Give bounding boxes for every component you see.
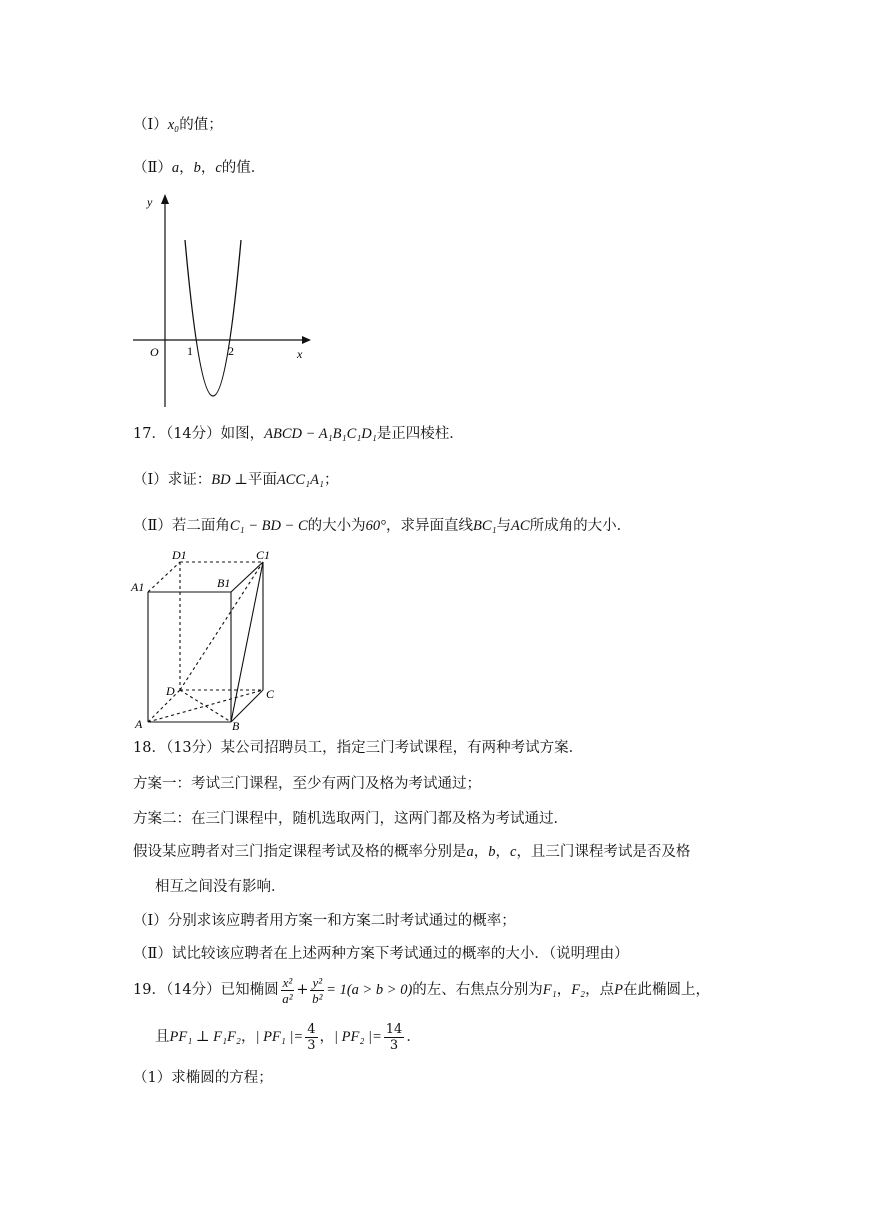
vertex-C: C — [266, 687, 275, 701]
q18-part1: （Ⅰ）分别求该应聘者用方案一和方案二时考试通过的概率； — [133, 913, 516, 929]
vertex-A: A — [135, 717, 143, 730]
tick-label-2: 2 — [228, 344, 234, 358]
q18-stem: 18．（13分）某公司招聘员工，指定三门考试课程，有两种考试方案． — [133, 740, 584, 756]
vertex-D: D — [166, 684, 175, 698]
vertex-B1: B1 — [217, 576, 231, 590]
q18-plan2: 方案二：在三门课程中，随机选取两门，这两门都及格为考试通过． — [133, 811, 568, 827]
q18-plan1: 方案一：考试三门课程，至少有两门及格为考试通过； — [133, 776, 481, 792]
tick-label-1: 1 — [187, 344, 193, 358]
x-axis-arrow-icon — [302, 336, 311, 344]
fraction-4-3: $\frac{4}{3}$ — [307, 1021, 316, 1053]
fraction-x2-a2: $\frac{\text{x²}}{\text{a²}}$ — [282, 974, 293, 1006]
parabola-curve — [185, 240, 241, 396]
vertex-A1: A1 — [131, 580, 145, 594]
parabola-graph — [125, 192, 325, 407]
q18-assume-line2: 相互之间没有影响． — [155, 879, 286, 895]
q18-assume: 假设某应聘者对三门指定课程考试及格的概率分别是a，b，c，且三门课程考试是否及格 — [133, 844, 691, 860]
q16-part2: （Ⅱ）a，b，c的值． — [133, 160, 266, 176]
q18-part2: （Ⅱ）试比较该应聘者在上述两种方案下考试通过的概率的大小．（说明理由） — [133, 946, 629, 962]
q17-stem: 17．（14分）如图，ABCD − A₁B₁C₁D₁是正四棱柱． — [133, 426, 464, 442]
q19-stem: 19．（14分）已知椭圆 $\frac{\text{x²}}{\text{a²}}$ + $\frac{\text{y²}}{\text{b²}}$ = 1(a > b > 0)的左、右焦点分别为F₁，F₂，点P在此椭圆上， — [133, 974, 710, 1006]
vertex-D1: D1 — [172, 548, 187, 562]
origin-label: O — [150, 345, 159, 359]
y-axis-label: y — [147, 195, 153, 209]
x-axis-label: x — [297, 347, 303, 361]
q17-part1: （Ⅰ）求证：BD ⊥平面ACC₁A₁； — [133, 472, 339, 488]
q19-sub1: （1）求椭圆的方程； — [133, 1070, 273, 1086]
fraction-y2-b2: $\frac{\text{y²}}{\text{b²}}$ — [312, 974, 323, 1006]
prism-figure — [128, 545, 288, 730]
vertex-C1: C1 — [256, 548, 271, 562]
q17-part2: （Ⅱ）若二面角C₁ − BD − C的大小为60°，求异面直线BC₁与AC所成角的大小． — [133, 518, 632, 534]
q19-line2: 且PF₁ ⊥ F₁F₂，| PF₁ |= $\frac{4}{3}$ ，| PF₂ |= $\frac{14}{3}$ ． — [155, 1021, 421, 1053]
fraction-14-3: $\frac{14}{3}$ — [385, 1021, 403, 1053]
vertex-B: B — [232, 719, 240, 730]
q16-part1: （Ⅰ）x₀的值； — [133, 117, 223, 133]
y-axis-arrow-icon — [161, 194, 169, 204]
math-x0: x₀ — [167, 117, 180, 133]
